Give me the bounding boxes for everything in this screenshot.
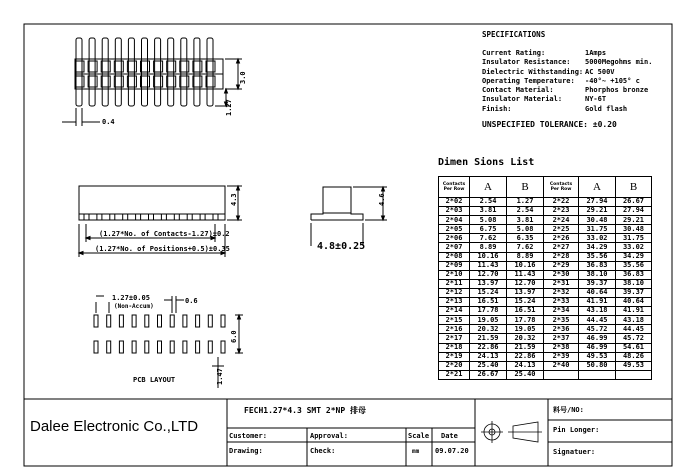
table-cell: 1.27 <box>507 198 544 207</box>
table-cell: 34.29 <box>616 252 652 261</box>
table-cell: 33.02 <box>579 234 616 243</box>
table-cell: 39.37 <box>579 279 616 288</box>
table-row <box>439 307 652 316</box>
pcb-pad-bottom <box>196 341 200 353</box>
pin-base <box>174 214 179 220</box>
spec-row <box>482 58 674 67</box>
pcb-pad-top <box>145 315 149 327</box>
dimension-table <box>438 176 652 380</box>
table-cell: 2*03 <box>439 207 470 216</box>
arrowhead <box>238 315 241 319</box>
table-cell: 20.32 <box>470 325 507 334</box>
table-cell: 2*21 <box>439 370 470 379</box>
formula-positions: (1.27*No. of Positions+0.5)±0.35 <box>95 245 230 253</box>
pcb-pad-bottom <box>158 341 162 353</box>
drawing-label: Drawing: <box>229 447 263 455</box>
table-cell: 12.70 <box>507 279 544 288</box>
dim-3-0-label: 3.0 <box>239 71 247 84</box>
arrowhead <box>225 89 228 93</box>
table-cell: 2*40 <box>544 361 579 370</box>
table-cell: 43.18 <box>579 307 616 316</box>
table-cell: 43.18 <box>616 316 652 325</box>
unit-value: mm <box>412 448 420 455</box>
table-cell: 2*27 <box>544 243 579 252</box>
table-cell: 2*12 <box>439 288 470 297</box>
arrowhead <box>237 216 240 220</box>
spec-value: AC 500V <box>585 67 615 76</box>
table-cell: 19.05 <box>507 325 544 334</box>
spec-row <box>482 68 674 77</box>
b-header: B <box>616 177 652 198</box>
side-view <box>311 187 387 246</box>
table-cell: 2*23 <box>544 207 579 216</box>
table-cell: 2*06 <box>439 234 470 243</box>
table-cell: 45.72 <box>616 334 652 343</box>
specifications-panel <box>482 30 674 129</box>
table-cell: 2*25 <box>544 225 579 234</box>
table-row <box>439 325 652 334</box>
table-cell: 13.97 <box>507 288 544 297</box>
table-cell-empty <box>616 370 652 379</box>
table-cell: 2*11 <box>439 279 470 288</box>
pcb-pad-bottom <box>132 341 136 353</box>
table-cell: 29.21 <box>579 207 616 216</box>
table-row <box>439 234 652 243</box>
projection-symbol-icon <box>481 421 542 443</box>
table-cell: 2*15 <box>439 316 470 325</box>
check-label: Check: <box>310 447 336 455</box>
pcb-pad-top <box>196 315 200 327</box>
pcb-pad-top <box>107 315 111 327</box>
table-cell: 3.81 <box>470 207 507 216</box>
pin-base <box>187 214 192 220</box>
customer-label: Customer: <box>229 432 267 440</box>
table-cell: 12.70 <box>470 270 507 279</box>
table-row <box>439 352 652 361</box>
table-cell: 2*24 <box>544 216 579 225</box>
table-cell: 2*17 <box>439 334 470 343</box>
arrowhead <box>79 252 83 255</box>
pcb-pad-top <box>132 315 136 327</box>
spec-row <box>482 49 674 58</box>
arrowhead <box>86 237 90 240</box>
table-cell: 2*31 <box>544 279 579 288</box>
table-row <box>439 298 652 307</box>
spec-value: 1Amps <box>585 49 607 57</box>
pcb-pad-top <box>183 315 187 327</box>
table-cell: 6.35 <box>507 234 544 243</box>
pcb-layout-label: PCB LAYOUT <box>133 376 176 384</box>
spec-value: Gold flash <box>585 104 628 113</box>
table-cell: 35.56 <box>616 261 652 270</box>
table-cell-empty <box>579 370 616 379</box>
table-cell: 8.89 <box>507 252 544 261</box>
company-name: Dalee Electronic Co.,LTD <box>30 418 199 435</box>
pin-base <box>161 214 166 220</box>
table-cell: 49.53 <box>579 352 616 361</box>
table-cell: 44.45 <box>579 316 616 325</box>
dim-0-6-label: 0.6 <box>185 297 198 305</box>
spec-key: Current Rating: <box>482 49 546 57</box>
table-cell: 2*14 <box>439 307 470 316</box>
table-cell: 15.24 <box>470 288 507 297</box>
table-cell: 44.45 <box>616 325 652 334</box>
table-row <box>439 207 652 216</box>
table-cell: 16.51 <box>470 298 507 307</box>
pitch-label: 1.27±0.05 <box>112 294 150 302</box>
table-cell: 11.43 <box>470 261 507 270</box>
table-cell: 2*30 <box>544 270 579 279</box>
table-cell: 16.51 <box>507 307 544 316</box>
spec-value: -40°~ +105° c <box>585 76 640 85</box>
pcb-pad-bottom <box>183 341 187 353</box>
part-no-label: 料号/NO: <box>553 406 584 414</box>
arrowhead <box>237 59 240 63</box>
specifications-rows <box>482 49 674 114</box>
table-cell: 25.40 <box>470 361 507 370</box>
table-cell: 2*32 <box>544 288 579 297</box>
table-row <box>439 225 652 234</box>
table-row <box>439 334 652 343</box>
arrowhead <box>237 186 240 190</box>
table-cell: 2*07 <box>439 243 470 252</box>
table-cell: 24.13 <box>507 361 544 370</box>
table-cell: 2*28 <box>544 252 579 261</box>
table-cell: 2*08 <box>439 252 470 261</box>
table-cell: 48.26 <box>616 352 652 361</box>
pcb-pad-bottom <box>119 341 123 353</box>
pin-base <box>213 214 218 220</box>
table-cell: 2*13 <box>439 298 470 307</box>
unspecified-tolerance: UNSPECIFIED TOLERANCE: ±0.20 <box>482 120 617 130</box>
dim-4-3-label: 4.3 <box>230 193 238 206</box>
spec-key: Finish: <box>482 104 512 113</box>
table-cell: 2*02 <box>439 198 470 207</box>
header-body-front <box>79 186 225 214</box>
table-row <box>439 252 652 261</box>
table-cell: 17.78 <box>507 316 544 325</box>
pin-base <box>97 214 102 220</box>
non-accum-label: (Non-Accum) <box>114 303 154 310</box>
table-cell: 35.56 <box>579 252 616 261</box>
contacts-header: Contacts Per Row <box>439 177 470 198</box>
spec-row <box>482 86 674 95</box>
pin-base <box>149 214 154 220</box>
table-cell: 25.40 <box>507 370 544 379</box>
table-cell: 41.91 <box>579 298 616 307</box>
pin-longer-label: Pin Longer: <box>553 426 600 434</box>
table-cell: 15.24 <box>507 298 544 307</box>
table-cell: 40.64 <box>616 298 652 307</box>
scale-label: Scale <box>408 432 430 440</box>
table-cell: 7.62 <box>507 243 544 252</box>
table-cell: 50.80 <box>579 361 616 370</box>
a-header: A <box>470 177 507 198</box>
pcb-pad-bottom <box>208 341 212 353</box>
spec-key: Insulator Material: <box>482 95 563 104</box>
table-cell: 11.43 <box>507 270 544 279</box>
table-row <box>439 198 652 207</box>
table-row <box>439 261 652 270</box>
table-cell: 41.91 <box>616 307 652 316</box>
contacts-header: Contacts Per Row <box>544 177 579 198</box>
pcb-pad-bottom <box>170 341 174 353</box>
table-cell: 2*39 <box>544 352 579 361</box>
pin-base <box>200 214 205 220</box>
table-cell: 2*10 <box>439 270 470 279</box>
table-cell: 3.81 <box>507 216 544 225</box>
table-cell: 38.10 <box>616 279 652 288</box>
specifications-title: SPECIFICATIONS <box>482 30 546 39</box>
arrowhead <box>382 216 385 220</box>
table-cell: 38.10 <box>579 270 616 279</box>
table-cell: 2*29 <box>544 261 579 270</box>
table-cell: 2.54 <box>470 198 507 207</box>
dim-4-8-label: 4.8±0.25 <box>317 241 366 252</box>
table-cell: 21.59 <box>507 343 544 352</box>
table-cell: 2*16 <box>439 325 470 334</box>
part-description: FECH1.27*4.3 SMT 2*NP 排母 <box>244 406 366 415</box>
a-header: A <box>579 177 616 198</box>
spec-key: Dielectric Withstanding: <box>482 67 584 76</box>
spec-value: 5000Megohms min. <box>585 58 653 67</box>
table-cell: 22.86 <box>470 343 507 352</box>
table-cell: 33.02 <box>616 243 652 252</box>
side-body <box>323 187 351 213</box>
table-cell: 7.62 <box>470 234 507 243</box>
table-cell: 2*19 <box>439 352 470 361</box>
table-cell: 2*26 <box>544 234 579 243</box>
table-cell: 27.94 <box>616 207 652 216</box>
table-cell: 31.75 <box>579 225 616 234</box>
table-cell: 19.05 <box>470 316 507 325</box>
pcb-pad-top <box>158 315 162 327</box>
approval-label: Approval: <box>310 432 348 440</box>
table-cell: 10.16 <box>470 252 507 261</box>
table-row <box>439 288 652 297</box>
pcb-pad-top <box>221 315 225 327</box>
table-cell: 46.99 <box>579 343 616 352</box>
pcb-pad-top <box>94 315 98 327</box>
table-cell: 26.67 <box>470 370 507 379</box>
table-cell: 2*04 <box>439 216 470 225</box>
spec-row <box>482 105 674 114</box>
table-cell: 49.53 <box>616 361 652 370</box>
table-cell: 6.75 <box>470 225 507 234</box>
spec-key: Operating Temperature: <box>482 76 575 85</box>
pcb-pad-bottom <box>94 341 98 353</box>
table-cell: 45.72 <box>579 325 616 334</box>
table-row <box>439 279 652 288</box>
dim-1-47-label: 1.47 <box>216 368 224 385</box>
table-row <box>439 316 652 325</box>
table-cell: 2*18 <box>439 343 470 352</box>
table-cell: 5.08 <box>507 225 544 234</box>
top-view <box>62 38 242 126</box>
table-cell: 2*37 <box>544 334 579 343</box>
pcb-pad-top <box>208 315 212 327</box>
b-header: B <box>507 177 544 198</box>
spec-row <box>482 77 674 86</box>
table-cell: 30.48 <box>579 216 616 225</box>
table-cell: 26.67 <box>616 198 652 207</box>
dimension-list-title: Dimen Sions List <box>438 157 535 168</box>
table-cell: 21.59 <box>470 334 507 343</box>
arrowhead <box>238 349 241 353</box>
pcb-pad-top <box>170 315 174 327</box>
table-row <box>439 370 652 379</box>
table-cell: 2*09 <box>439 261 470 270</box>
table-row <box>439 243 652 252</box>
signature-label: Signatuer: <box>553 448 596 456</box>
dim-1-27-label: 1.27 <box>225 99 233 116</box>
spec-value: NY-6T <box>585 95 607 104</box>
base-outline <box>79 214 225 220</box>
table-cell: 2.54 <box>507 207 544 216</box>
pcb-pad-bottom <box>145 341 149 353</box>
pin-base <box>84 214 89 220</box>
table-cell: 2*35 <box>544 316 579 325</box>
table-cell: 17.78 <box>470 307 507 316</box>
table-cell: 30.48 <box>616 225 652 234</box>
table-cell: 13.97 <box>470 279 507 288</box>
table-cell-empty <box>544 370 579 379</box>
date-value: 09.07.20 <box>435 447 469 455</box>
table-cell: 2*34 <box>544 307 579 316</box>
table-header-row <box>439 177 652 198</box>
table-cell: 54.61 <box>616 343 652 352</box>
table-cell: 20.32 <box>507 334 544 343</box>
dim-6-0-label: 6.0 <box>230 330 238 343</box>
pin-base <box>136 214 141 220</box>
table-cell: 5.08 <box>470 216 507 225</box>
table-row <box>439 343 652 352</box>
arrowhead <box>237 85 240 89</box>
spec-key: Contact Material: <box>482 86 554 95</box>
pin-base <box>123 214 128 220</box>
pin-base <box>110 214 115 220</box>
table-cell: 2*36 <box>544 325 579 334</box>
table-cell: 39.37 <box>616 288 652 297</box>
table-cell: 10.16 <box>507 261 544 270</box>
dim-4-6-label: 4.6 <box>378 193 386 206</box>
table-cell: 2*05 <box>439 225 470 234</box>
table-cell: 34.29 <box>579 243 616 252</box>
spec-row <box>482 95 674 104</box>
table-cell: 31.75 <box>616 234 652 243</box>
table-cell: 24.13 <box>470 352 507 361</box>
table-row <box>439 216 652 225</box>
pcb-pad-bottom <box>107 341 111 353</box>
table-cell: 40.64 <box>579 288 616 297</box>
table-cell: 8.89 <box>470 243 507 252</box>
table-cell: 46.99 <box>579 334 616 343</box>
table-cell: 27.94 <box>579 198 616 207</box>
spec-value: Phorphos bronze <box>585 86 649 95</box>
table-cell: 2*20 <box>439 361 470 370</box>
dim-0-4-label: 0.4 <box>102 118 115 126</box>
formula-contacts: (1.27*No. of Contacts-1.27)±0.2 <box>99 230 230 238</box>
table-cell: 2*22 <box>544 198 579 207</box>
table-cell: 22.86 <box>507 352 544 361</box>
pcb-pad-top <box>119 315 123 327</box>
date-label: Date <box>441 432 458 440</box>
table-row <box>439 361 652 370</box>
table-row <box>439 270 652 279</box>
table-cell: 2*33 <box>544 298 579 307</box>
arrowhead <box>382 187 385 191</box>
pcb-pad-bottom <box>221 341 225 353</box>
table-cell: 29.21 <box>616 216 652 225</box>
side-base <box>311 213 363 220</box>
table-cell: 2*38 <box>544 343 579 352</box>
spec-key: Insulator Resistance: <box>482 58 571 67</box>
table-cell: 36.83 <box>579 261 616 270</box>
table-cell: 36.83 <box>616 270 652 279</box>
